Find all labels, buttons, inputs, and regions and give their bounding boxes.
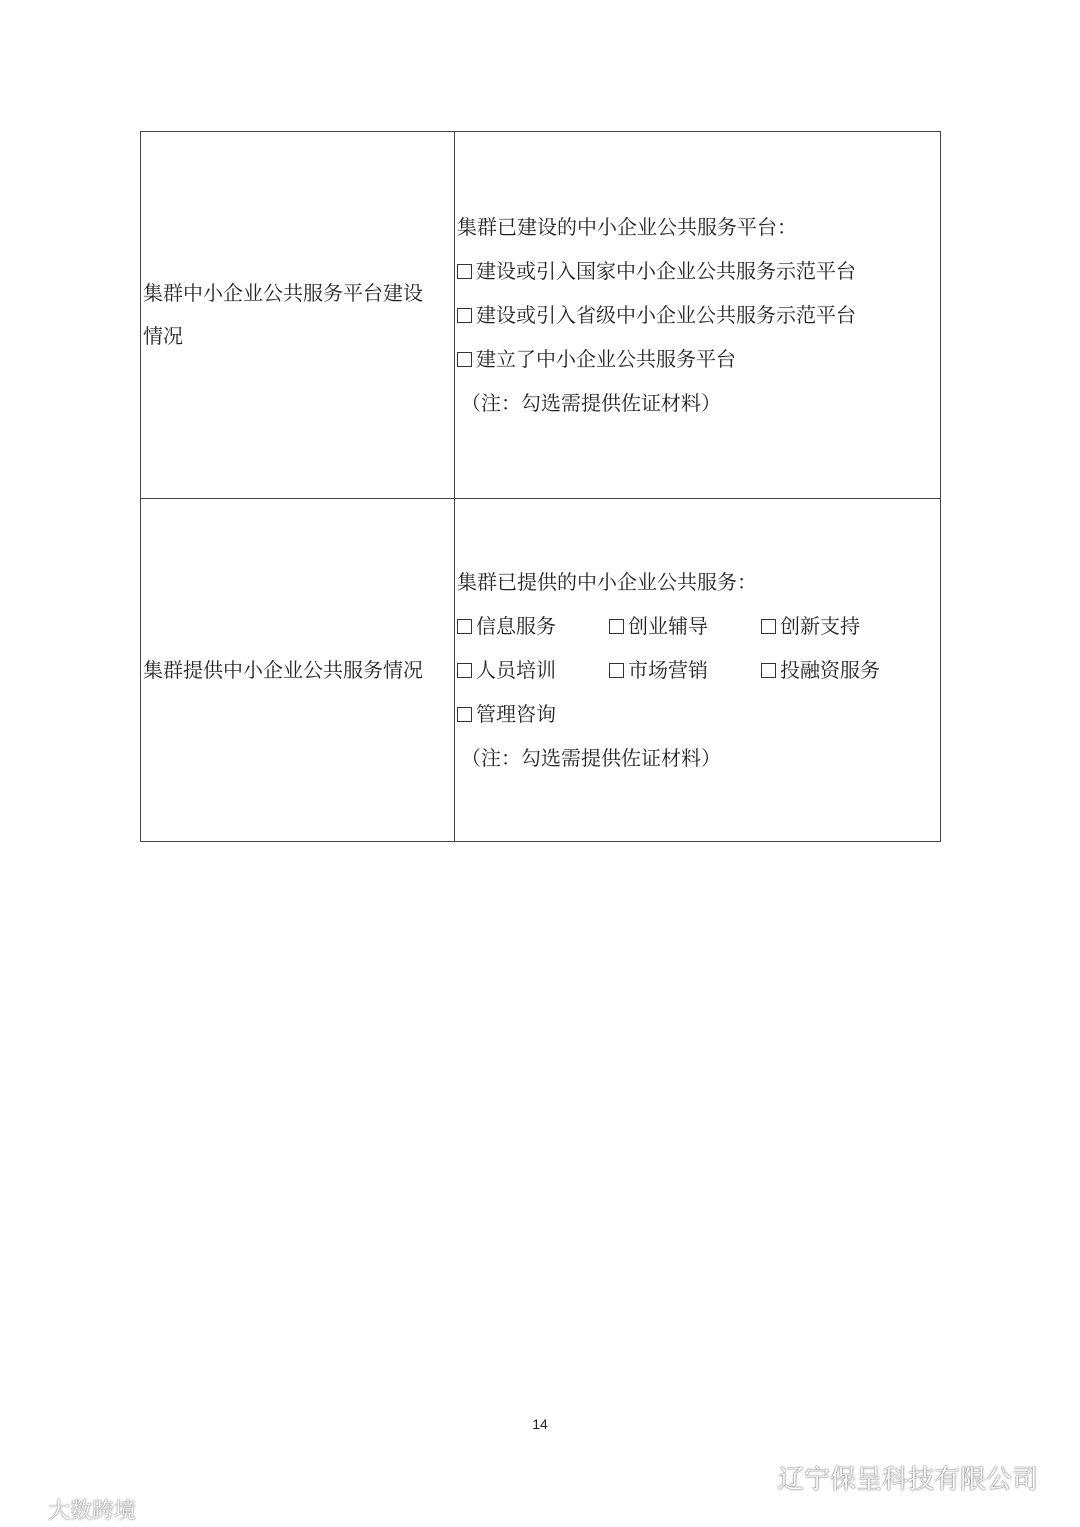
note-text: （注：勾选需提供佐证材料）	[461, 746, 721, 770]
checkbox-icon[interactable]	[457, 707, 472, 722]
checkbox-label: 信息服务	[476, 614, 556, 638]
checkbox-label: 建设或引入省级中小企业公共服务示范平台	[476, 303, 856, 327]
checkbox-icon[interactable]	[457, 308, 472, 323]
checkbox-option[interactable]	[761, 604, 913, 648]
watermark-right-text: 辽宁保呈科技有限公司	[778, 1465, 1039, 1495]
checkbox-option[interactable]	[457, 249, 940, 293]
checkbox-option[interactable]	[457, 648, 609, 692]
checkbox-icon[interactable]	[457, 264, 472, 279]
checkbox-label: 市场营销	[628, 658, 708, 682]
checkbox-icon[interactable]	[457, 352, 472, 367]
wechat-icon	[738, 1463, 772, 1493]
checkbox-icon[interactable]	[457, 619, 472, 634]
checkbox-label: 建设或引入国家中小企业公共服务示范平台	[476, 259, 856, 283]
checkbox-icon[interactable]	[609, 619, 624, 634]
checkbox-group	[457, 692, 940, 736]
checkbox-label: 建立了中小企业公共服务平台	[476, 347, 736, 371]
checkbox-label: 创新支持	[780, 614, 860, 638]
checkbox-option[interactable]	[609, 648, 761, 692]
note-text: （注：勾选需提供佐证材料）	[461, 391, 721, 415]
row-label	[141, 499, 455, 842]
checkbox-option[interactable]	[457, 337, 940, 381]
checkbox-option[interactable]	[609, 604, 761, 648]
checkbox-label: 投融资服务	[780, 658, 880, 682]
section-heading: 集群已提供的中小企业公共服务：	[457, 570, 757, 594]
checkbox-group	[457, 604, 940, 648]
checkbox-icon[interactable]	[457, 663, 472, 678]
watermark-left-text: 大数跨境	[48, 1499, 137, 1524]
row-content	[455, 132, 941, 499]
row-label-line: 情况	[143, 324, 183, 348]
checkbox-icon[interactable]	[761, 619, 776, 634]
section-heading: 集群已建设的中小企业公共服务平台：	[457, 215, 797, 239]
table-row	[141, 499, 941, 842]
checkbox-label: 管理咨询	[476, 702, 556, 726]
row-label	[141, 132, 455, 499]
row-label-line: 集群中小企业公共服务平台建设	[143, 281, 423, 305]
checkbox-option[interactable]	[457, 604, 609, 648]
checkbox-option[interactable]	[761, 648, 913, 692]
brand-logo-icon	[10, 1499, 40, 1521]
checkbox-group	[457, 648, 940, 692]
row-content	[455, 499, 941, 842]
checkbox-option[interactable]	[457, 293, 940, 337]
checkbox-option[interactable]	[457, 692, 609, 736]
checkbox-icon[interactable]	[761, 663, 776, 678]
checkbox-label: 人员培训	[476, 658, 556, 682]
row-label-line: 集群提供中小企业公共服务情况	[143, 657, 423, 682]
checkbox-icon[interactable]	[609, 663, 624, 678]
watermark-right	[738, 1459, 1038, 1496]
watermark-left	[10, 1494, 136, 1525]
form-table	[140, 131, 941, 842]
table-row	[141, 132, 941, 499]
page-number: 14	[532, 1416, 548, 1432]
checkbox-label: 创业辅导	[628, 614, 708, 638]
